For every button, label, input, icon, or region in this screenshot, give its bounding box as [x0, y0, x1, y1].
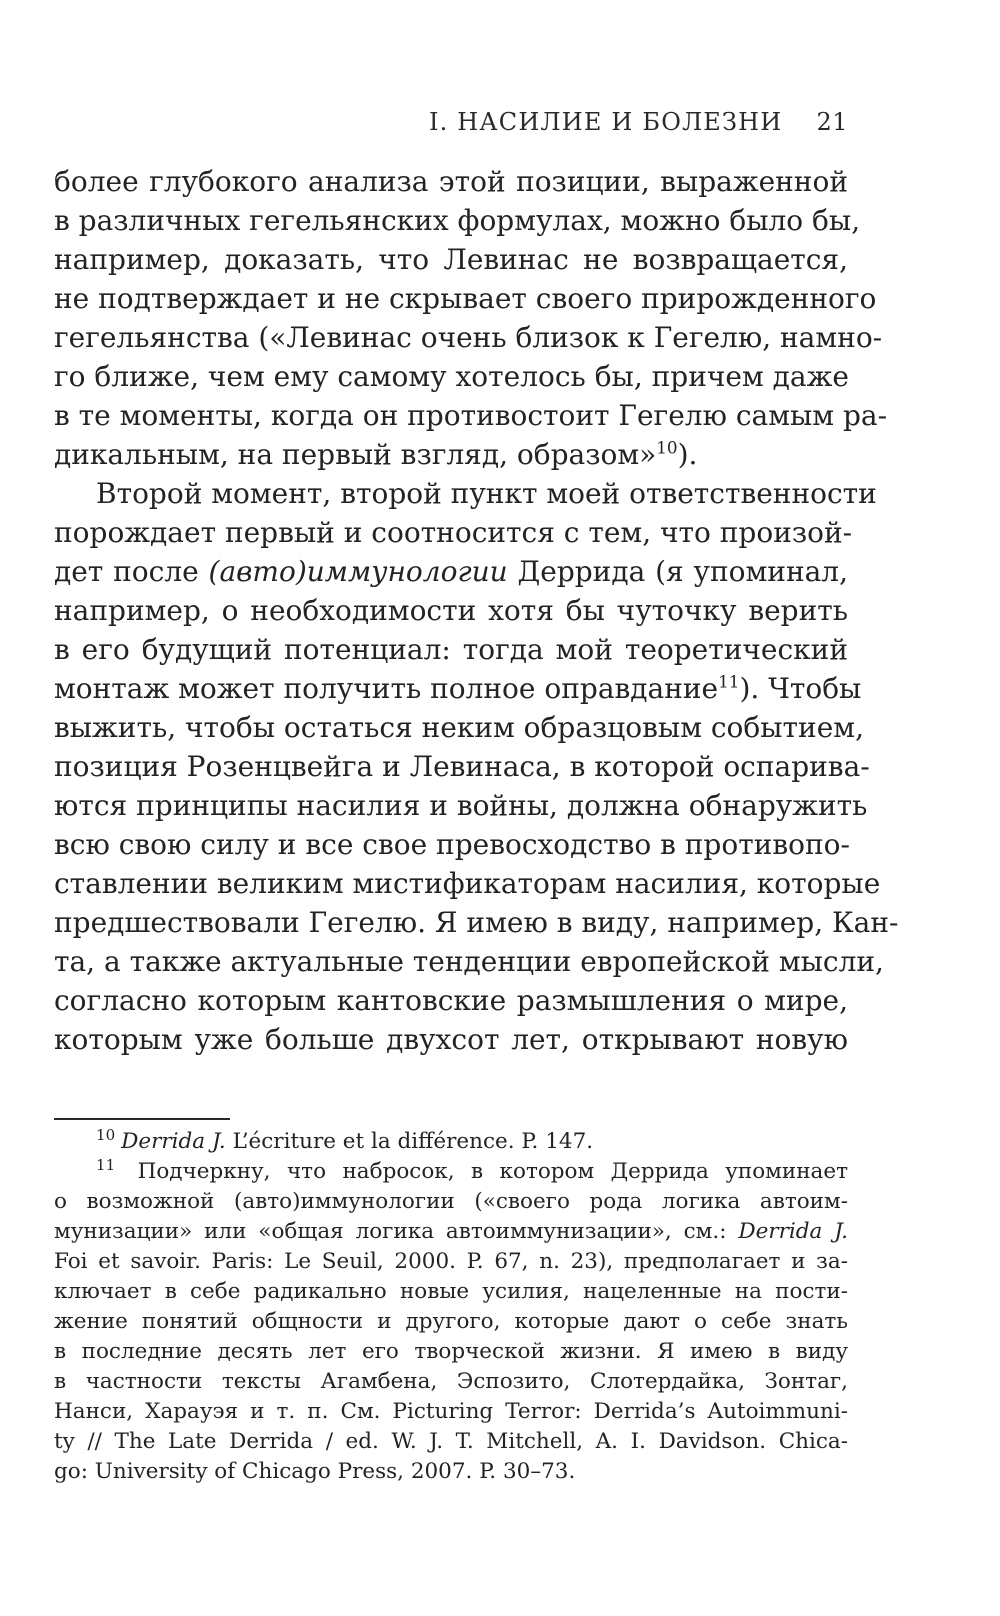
text-line: ются принципы насилия и войны, должна обнаружить: [54, 789, 868, 822]
main-text: [54, 162, 899, 1059]
footnote-line: [54, 1217, 848, 1247]
footnote-text: L’écriture et la différence. P. 147.: [225, 1129, 594, 1154]
footnote-10: [54, 1127, 848, 1157]
text-line: ставлении великим мистификаторам насилия, которые: [54, 867, 881, 900]
text-line: [54, 669, 862, 708]
text-line: выжить, чтобы остаться неким образцовым событием,: [54, 711, 864, 744]
text-line: [54, 435, 848, 474]
footnotes: [54, 1127, 848, 1487]
text-line: всю свою силу и все свое превосходство в противопо-: [54, 828, 850, 861]
text-line: го ближе, чем ему самому хотелось бы, причем даже: [54, 360, 849, 393]
text-line: позиция Розенцвейга и Левинаса, в которой оспарива-: [54, 750, 870, 783]
running-head: [54, 108, 848, 136]
footnote-ref-11[interactable]: 11: [718, 671, 740, 692]
footnote-line: ключает в себе радикально новые усилия, нацеленные на пости-: [54, 1279, 848, 1304]
footnote-line: Foi et savoir. Paris: Le Seuil, 2000. P. 67, n. 23), предполагает и за-: [54, 1249, 848, 1274]
text-line: согласно которым кантовские размышления о мире,: [54, 984, 848, 1017]
text-line: [54, 552, 848, 591]
italic-term: (авто)иммунологии: [208, 555, 508, 588]
text-line: например, о необходимости хотя бы чуточку верить: [54, 594, 848, 627]
text-line: та, а также актуальные тенденции европейской мысли,: [54, 945, 884, 978]
footnote-number: 10: [96, 1125, 116, 1144]
text-segment: монтаж может получить полное оправдание: [54, 672, 719, 705]
text-line: более глубокого анализа этой позиции, выраженной: [54, 165, 848, 198]
footnote-line: в частности тексты Агамбена, Эспозито, Слотердайка, Зонтаг,: [54, 1369, 848, 1394]
text-line: например, доказать, что Левинас не возвращается,: [54, 243, 848, 276]
footnote-line: ty // The Late Derrida / ed. W. J. T. Mitchell, A. I. Davidson. Chica-: [54, 1429, 848, 1454]
footnote-number: 11: [96, 1155, 116, 1174]
footnote-author: Derrida J.: [738, 1219, 848, 1244]
text-segment: дикальным, на первый взгляд, образом»: [54, 438, 657, 471]
footnote-line: Нанси, Харауэя и т. п. См. Picturing Terror: Derrida’s Autoimmuni-: [54, 1399, 848, 1424]
text-line: в его будущий потенциал: тогда мой теоретический: [54, 633, 848, 666]
text-segment: ).: [677, 438, 698, 471]
footnote-line: go: University of Chicago Press, 2007. P. 30–73.: [54, 1459, 576, 1484]
text-segment: Деррида (я упоминал,: [507, 555, 848, 588]
text-line: порождает первый и соотносится с тем, что произой-: [54, 516, 853, 549]
text-segment: ). Чтобы: [739, 672, 862, 705]
footnote-line: жение понятий общности и другого, которые дают о себе знать: [54, 1309, 848, 1334]
footnote-line: в последние десять лет его творческой жизни. Я имею в виду: [54, 1339, 848, 1364]
footnote-author: Derrida J.: [121, 1129, 226, 1154]
text-line: не подтверждает и не скрывает своего прирожденного: [54, 282, 877, 315]
footnote-ref-10[interactable]: 10: [656, 437, 678, 458]
footnote-11: [54, 1157, 848, 1187]
footnote-text: мунизации» или «общая логика автоиммунизации», см.:: [54, 1219, 739, 1244]
text-segment: дет после: [54, 555, 209, 588]
text-line: гегельянства («Левинас очень близок к Гегелю, намно-: [54, 321, 883, 354]
text-line: которым уже больше двухсот лет, открывают новую: [54, 1023, 848, 1056]
chapter-title: I. НАСИЛИЕ И БОЛЕЗНИ: [428, 108, 783, 136]
text-line: предшествовали Гегелю. Я имею в виду, например, Кан-: [54, 906, 899, 939]
text-line: в те моменты, когда он противостоит Гегелю самым ра-: [54, 399, 888, 432]
footnote-text: Подчеркну, что набросок, в котором Деррида упоминает: [121, 1159, 848, 1184]
footnote-divider: [54, 1118, 230, 1120]
page-number: 21: [816, 108, 848, 136]
text-line: в различных гегельянских формулах, можно было бы,: [54, 204, 861, 237]
text-line: Второй момент, второй пункт моей ответственности: [96, 477, 877, 510]
footnote-line: о возможной (авто)иммунологии («своего рода логика автоим-: [54, 1189, 848, 1214]
